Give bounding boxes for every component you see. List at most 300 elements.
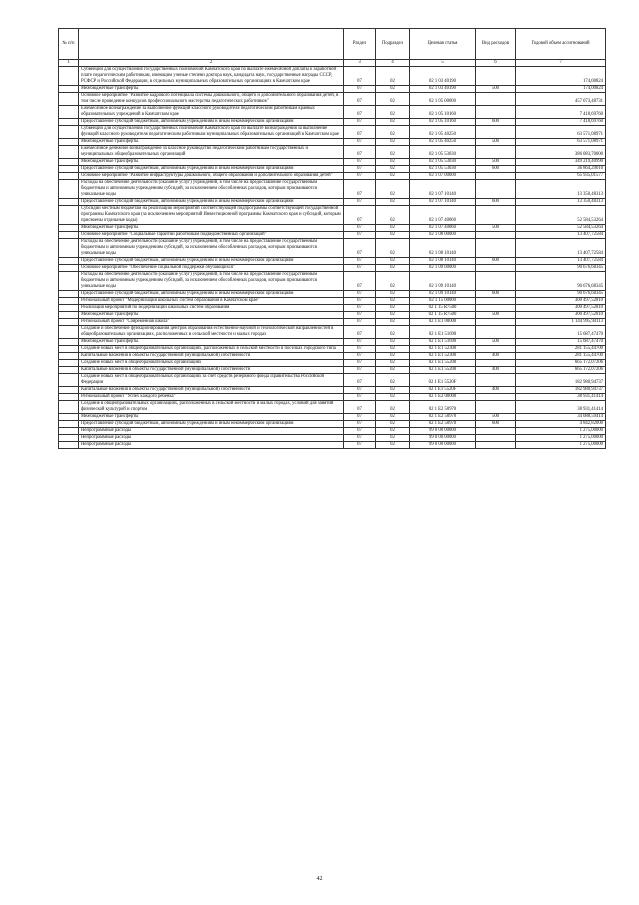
col-number: 4: [376, 60, 410, 67]
row-target: 02 1 E1 00000: [410, 319, 476, 326]
row-target: 02 1 15 00000: [410, 298, 476, 305]
row-podrazdel: 02: [376, 394, 410, 401]
row-amount: 90 676,68345: [516, 272, 606, 291]
row-vid: 500: [476, 225, 516, 232]
header-razdel: Раздел: [344, 29, 376, 60]
table-row: [59, 291, 606, 298]
row-podrazdel: 02: [376, 401, 410, 414]
row-target: 02 1 07 40060: [410, 225, 476, 232]
row-razdel: 07: [344, 312, 376, 319]
row-podrazdel: 02: [376, 146, 410, 159]
table-row: [59, 360, 606, 367]
row-vid: [476, 239, 516, 258]
row-razdel: 07: [344, 346, 376, 353]
row-amount: 15 687,47470: [516, 326, 606, 339]
row-target: 02 1 09 10140: [410, 272, 476, 291]
row-podrazdel: 02: [376, 166, 410, 173]
row-amount: 90 676,68345: [516, 265, 606, 272]
row-amount: 281 155,44700: [516, 353, 606, 360]
row-podrazdel: 02: [376, 346, 410, 353]
row-razdel: 07: [344, 239, 376, 258]
row-target: 02 1 05 40250: [410, 139, 476, 146]
row-name: Ежемесячное вознаграждение за выполнение функций классного руководителя педагогическим работникам краевых образовательных учреждений в Камчатском крае: [79, 106, 344, 119]
row-podrazdel: 02: [376, 258, 410, 265]
row-podrazdel: 02: [376, 374, 410, 387]
table-row: [59, 126, 606, 139]
row-razdel: 07: [344, 119, 376, 126]
row-podrazdel: 02: [376, 414, 410, 421]
row-vid: 600: [476, 421, 516, 428]
row-name: Региональный проект "Современная школа": [79, 319, 344, 326]
row-target: 99 0 00 00000: [410, 428, 476, 435]
row-razdel: 07: [344, 159, 376, 166]
table-row: [59, 206, 606, 225]
row-amount: 386 083,70000: [516, 146, 606, 159]
row-amount: 13 407,72584: [516, 258, 606, 265]
row-name: Основное мероприятие "Развитие кадрового потенциала системы дошкольного, общего и дополнительного образования детей, в том числе проведение конкурсов профессионального мастерства педагогических работников": [79, 93, 344, 106]
row-name: Капитальные вложения в объекты государственной (муниципальной) собственности: [79, 387, 344, 394]
row-podrazdel: 02: [376, 305, 410, 312]
table-body: [59, 67, 606, 449]
table-row: [59, 106, 606, 119]
row-vid: [476, 374, 516, 387]
row-amount: 90 676,68345: [516, 291, 606, 298]
table-row: [59, 387, 606, 394]
row-num: [59, 298, 79, 305]
row-num: [59, 146, 79, 159]
row-amount: 4 842,82000: [516, 421, 606, 428]
row-num: [59, 232, 79, 239]
row-amount: 1 275,00000: [516, 428, 606, 435]
row-amount: 7 418,69760: [516, 119, 606, 126]
row-vid: [476, 173, 516, 180]
row-target: 02 1 E1 51690: [410, 339, 476, 346]
row-razdel: 07: [344, 258, 376, 265]
row-num: [59, 126, 79, 139]
row-amount: 174,00824: [516, 67, 606, 86]
row-name: Субсидии местным бюджетам на реализацию мероприятий соответствующей подпрограммы соответствующей государственной программы Камчатского края (за исключением мероприятий Инвестиционной программы Камчатского края и субсидий, которым присвоены отдельные коды): [79, 206, 344, 225]
row-target: 02 1 E1 55200: [410, 360, 476, 367]
row-amount: 174,00824: [516, 86, 606, 93]
row-amount: 15 687,47470: [516, 339, 606, 346]
row-podrazdel: 02: [376, 360, 410, 367]
row-name: Предоставление субсидий бюджетным, автономным учреждениям и иным некоммерческим организациям: [79, 199, 344, 206]
row-amount: 300 497,52810: [516, 312, 606, 319]
row-target: 02 1 07 10140: [410, 180, 476, 199]
row-amount: 457 073,48731: [516, 93, 606, 106]
header-name: [79, 29, 344, 60]
row-vid: [476, 305, 516, 312]
row-vid: 600: [476, 166, 516, 173]
row-razdel: 07: [344, 319, 376, 326]
row-vid: 500: [476, 339, 516, 346]
row-name: Предоставление субсидий бюджетным, автономным учреждениям и иным некоммерческим организациям: [79, 421, 344, 428]
row-podrazdel: 02: [376, 326, 410, 339]
row-amount: 63 571,08971: [516, 126, 606, 139]
row-target: 02 1 E1 55200: [410, 367, 476, 374]
row-num: [59, 86, 79, 93]
row-name: Создание новых мест в общеобразовательных организациях за счет средств резервного фонда Правительства Российской Федерации: [79, 374, 344, 387]
row-num: [59, 387, 79, 394]
table-row: [59, 119, 606, 126]
row-target: 02 1 05 53030: [410, 159, 476, 166]
row-amount: 182 980,94737: [516, 374, 606, 387]
table-row: [59, 265, 606, 272]
row-podrazdel: 02: [376, 86, 410, 93]
table-row: [59, 258, 606, 265]
page-number: 42: [316, 876, 323, 882]
row-podrazdel: 02: [376, 139, 410, 146]
row-vid: 500: [476, 86, 516, 93]
row-vid: 600: [476, 119, 516, 126]
row-razdel: 07: [344, 86, 376, 93]
row-razdel: 07: [344, 353, 376, 360]
row-vid: [476, 146, 516, 159]
row-name: Предоставление субсидий бюджетным, автономным учреждениям и иным некоммерческим организациям: [79, 291, 344, 298]
row-vid: [476, 319, 516, 326]
row-razdel: 07: [344, 339, 376, 346]
row-num: [59, 173, 79, 180]
row-amount: 65 935,01577: [516, 173, 606, 180]
row-vid: [476, 206, 516, 225]
row-amount: 7 418,69760: [516, 106, 606, 119]
row-podrazdel: 02: [376, 442, 410, 449]
row-podrazdel: 02: [376, 199, 410, 206]
row-amount: 34 088,59414: [516, 414, 606, 421]
row-name: Создание новых мест в общеобразовательных организациях, расположенных в сельской местности и поселках городского типа: [79, 346, 344, 353]
row-name: Предоставление субсидий бюджетным, автономным учреждениям и иным некоммерческим организациям: [79, 258, 344, 265]
row-target: 02 1 05 53030: [410, 166, 476, 173]
row-vid: [476, 67, 516, 86]
row-vid: [476, 126, 516, 139]
table-row: [59, 173, 606, 180]
row-razdel: 07: [344, 139, 376, 146]
row-amount: 300 497,52810: [516, 298, 606, 305]
row-num: [59, 258, 79, 265]
row-razdel: 07: [344, 421, 376, 428]
row-vid: [476, 435, 516, 442]
table-row: [59, 272, 606, 291]
row-target: 02 1 E2 00000: [410, 394, 476, 401]
row-podrazdel: 02: [376, 367, 410, 374]
header-podrazdel: Подраздел: [376, 29, 410, 60]
table-row: [59, 374, 606, 387]
row-name: Межбюджетные трансферты: [79, 225, 344, 232]
row-amount: 1 144 995,94113: [516, 319, 606, 326]
row-target: 02 1 05 40250: [410, 126, 476, 139]
row-podrazdel: 02: [376, 435, 410, 442]
row-num: [59, 339, 79, 346]
row-vid: 500: [476, 414, 516, 421]
row-razdel: 07: [344, 272, 376, 291]
row-num: [59, 265, 79, 272]
header-num: № п/п: [59, 29, 79, 60]
table-row: [59, 367, 606, 374]
row-name: Предоставление субсидий бюджетным, автономным учреждениям и иным некоммерческим организациям: [79, 166, 344, 173]
budget-table: [58, 28, 606, 449]
row-name: Региональный проект "Успех каждого ребенка": [79, 394, 344, 401]
table-row: [59, 428, 606, 435]
row-name: Непрограммные расходы: [79, 428, 344, 435]
table-row: [59, 442, 606, 449]
row-razdel: 07: [344, 173, 376, 180]
row-vid: [476, 93, 516, 106]
row-podrazdel: 02: [376, 239, 410, 258]
row-target: 02 1 05 10160: [410, 106, 476, 119]
row-target: 02 1 07 00000: [410, 173, 476, 180]
row-num: [59, 414, 79, 421]
row-amount: 13 407,72584: [516, 239, 606, 258]
row-num: [59, 159, 79, 166]
row-num: [59, 442, 79, 449]
row-vid: 400: [476, 367, 516, 374]
row-podrazdel: 02: [376, 421, 410, 428]
row-num: [59, 326, 79, 339]
row-vid: 600: [476, 199, 516, 206]
table-row: [59, 225, 606, 232]
table-row: [59, 146, 606, 159]
row-target: 02 1 E2 50970: [410, 401, 476, 414]
row-podrazdel: 02: [376, 225, 410, 232]
row-amount: 36 864,29010: [516, 166, 606, 173]
row-razdel: 07: [344, 126, 376, 139]
row-vid: [476, 106, 516, 119]
row-num: [59, 67, 79, 86]
row-podrazdel: 02: [376, 353, 410, 360]
row-razdel: 07: [344, 166, 376, 173]
row-num: [59, 166, 79, 173]
row-num: [59, 360, 79, 367]
row-name: Основное мероприятие "Обеспечение социальной поддержки обучающихся": [79, 265, 344, 272]
row-podrazdel: 02: [376, 291, 410, 298]
row-razdel: 07: [344, 414, 376, 421]
row-amount: 13 407,72584: [516, 232, 606, 239]
row-razdel: 07: [344, 106, 376, 119]
row-amount: 665 172,07206: [516, 367, 606, 374]
row-target: 02 1 E1 52300: [410, 346, 476, 353]
row-vid: [476, 326, 516, 339]
row-name: Субвенции для осуществления государственных полномочий Камчатского края по выплате вознаграждения за выполнение функций классного руководителя педагогическим работникам муниципальных образовательных организаций в Камчатском крае: [79, 126, 344, 139]
row-name: Межбюджетные трансферты: [79, 414, 344, 421]
row-target: 99 0 00 00000: [410, 435, 476, 442]
row-target: 02 1 09 00000: [410, 265, 476, 272]
row-vid: 400: [476, 353, 516, 360]
row-target: 02 1 08 10140: [410, 239, 476, 258]
row-razdel: 07: [344, 93, 376, 106]
row-podrazdel: 02: [376, 319, 410, 326]
row-num: [59, 93, 79, 106]
table-row: [59, 319, 606, 326]
table-row: [59, 305, 606, 312]
row-podrazdel: 02: [376, 265, 410, 272]
header-target: Целевая статья: [410, 29, 476, 60]
row-vid: 500: [476, 139, 516, 146]
row-target: 02 1 05 00000: [410, 93, 476, 106]
row-name: Непрограммные расходы: [79, 442, 344, 449]
row-name: Предоставление субсидий бюджетным, автономным учреждениям и иным некоммерческим организациям: [79, 119, 344, 126]
row-num: [59, 106, 79, 119]
row-podrazdel: 02: [376, 119, 410, 126]
col-number: 7: [516, 60, 606, 67]
row-vid: [476, 265, 516, 272]
row-podrazdel: 02: [376, 106, 410, 119]
row-razdel: 07: [344, 442, 376, 449]
row-target: 02 1 07 10140: [410, 199, 476, 206]
row-name: Капитальные вложения в объекты государственной (муниципальной) собственности: [79, 353, 344, 360]
row-razdel: 07: [344, 232, 376, 239]
row-podrazdel: 02: [376, 67, 410, 86]
row-num: [59, 180, 79, 199]
row-name: Реализация мероприятий по модернизации школьных систем образования: [79, 305, 344, 312]
row-name: Расходы на обеспечение деятельности (оказание услуг) учреждений, в том числе на предоставление государственным бюджетным и автономным учреждениям субсидий, за исключением обособленных расходов, которым присваиваются уникальные коды: [79, 272, 344, 291]
row-amount: 665 172,07206: [516, 360, 606, 367]
row-razdel: 07: [344, 67, 376, 86]
row-podrazdel: 02: [376, 93, 410, 106]
row-target: 02 1 08 00000: [410, 232, 476, 239]
row-amount: 52 584,53264: [516, 225, 606, 232]
row-razdel: 07: [344, 435, 376, 442]
table-row: [59, 346, 606, 353]
row-podrazdel: 02: [376, 339, 410, 346]
row-num: [59, 319, 79, 326]
row-amount: 38 931,41414: [516, 394, 606, 401]
row-num: [59, 272, 79, 291]
col-number: 6: [476, 60, 516, 67]
row-name: Субвенции для осуществления государственных полномочий Камчатского края по выплате ежемесячной доплаты к заработной плате педагогическим работникам, имеющим ученые степени доктора наук, кандидата наук, государственные награды СССР, РСФСР и Российской Федерации, в отдельных муниципальных образовательных организациях в Камчатском крае: [79, 67, 344, 86]
table-row: [59, 139, 606, 146]
row-vid: [476, 298, 516, 305]
col-number: 2: [79, 60, 344, 67]
header-amount: Годовой объем ассигнований: [516, 29, 606, 60]
row-vid: [476, 394, 516, 401]
row-amount: 38 931,41414: [516, 401, 606, 414]
row-target: 02 1 E2 50970: [410, 421, 476, 428]
row-amount: 13 350,48313: [516, 180, 606, 199]
row-razdel: 07: [344, 146, 376, 159]
row-vid: [476, 360, 516, 367]
row-vid: [476, 272, 516, 291]
column-number-row: [59, 60, 606, 67]
row-target: 02 1 05 53030: [410, 146, 476, 159]
budget-table-page: [58, 28, 605, 449]
row-name: Межбюджетные трансферты: [79, 159, 344, 166]
table-row: [59, 199, 606, 206]
row-razdel: 07: [344, 360, 376, 367]
row-num: [59, 367, 79, 374]
row-target: 02 1 15 R7500: [410, 305, 476, 312]
row-podrazdel: 02: [376, 173, 410, 180]
row-target: 99 0 00 00000: [410, 442, 476, 449]
row-name: Создание в общеобразовательных организациях, расположенных в сельской местности и малых городах, условий для занятий физической культурой и спортом: [79, 401, 344, 414]
row-amount: 13 350,48313: [516, 199, 606, 206]
row-num: [59, 199, 79, 206]
table-row: [59, 312, 606, 319]
row-amount: 281 155,44700: [516, 346, 606, 353]
row-vid: 500: [476, 312, 516, 319]
row-amount: 63 571,08971: [516, 139, 606, 146]
row-name: Ежемесячное денежное вознаграждение за классное руководство педагогическим работникам государственных и муниципальных общеобразовательных организаций: [79, 146, 344, 159]
row-razdel: 07: [344, 291, 376, 298]
row-num: [59, 401, 79, 414]
col-number: 1: [59, 60, 79, 67]
row-target: 02 1 E1 5520F: [410, 374, 476, 387]
row-podrazdel: 02: [376, 387, 410, 394]
row-num: [59, 305, 79, 312]
header-row: [59, 29, 606, 60]
row-podrazdel: 02: [376, 298, 410, 305]
row-name: Создание новых мест в общеобразовательных организациях: [79, 360, 344, 367]
row-num: [59, 374, 79, 387]
table-row: [59, 159, 606, 166]
row-num: [59, 239, 79, 258]
col-number: 3: [344, 60, 376, 67]
row-amount: 52 584,53264: [516, 206, 606, 225]
table-row: [59, 86, 606, 93]
row-target: 02 1 08 10140: [410, 258, 476, 265]
row-name: Непрограммные расходы: [79, 435, 344, 442]
row-razdel: 07: [344, 225, 376, 232]
row-name: Основное мероприятие "Развитие инфраструктуры дошкольного, общего образования и дополнительного образования детей": [79, 173, 344, 180]
row-razdel: 07: [344, 199, 376, 206]
header-vid: Вид расходов: [476, 29, 516, 60]
row-vid: [476, 428, 516, 435]
row-target: 02 1 03 40190: [410, 67, 476, 86]
row-num: [59, 346, 79, 353]
row-podrazdel: 02: [376, 206, 410, 225]
row-num: [59, 291, 79, 298]
row-target: 02 1 05 10160: [410, 119, 476, 126]
row-razdel: 07: [344, 428, 376, 435]
row-target: 02 1 E2 50970: [410, 414, 476, 421]
row-podrazdel: 02: [376, 272, 410, 291]
row-podrazdel: 02: [376, 180, 410, 199]
row-razdel: 07: [344, 298, 376, 305]
row-target: 02 1 E1 52300: [410, 353, 476, 360]
row-num: [59, 421, 79, 428]
row-podrazdel: 02: [376, 126, 410, 139]
row-vid: 400: [476, 387, 516, 394]
row-razdel: 07: [344, 374, 376, 387]
row-num: [59, 428, 79, 435]
row-name: Межбюджетные трансферты: [79, 312, 344, 319]
table-row: [59, 326, 606, 339]
row-razdel: 07: [344, 180, 376, 199]
table-row: [59, 401, 606, 414]
table-row: [59, 394, 606, 401]
row-vid: 600: [476, 291, 516, 298]
row-amount: 1 275,00000: [516, 442, 606, 449]
row-target: 02 1 E1 5520F: [410, 387, 476, 394]
row-target: 02 1 15 R7500: [410, 312, 476, 319]
row-name: Расходы на обеспечение деятельности (оказание услуг) учреждений, в том числе на предоставление государственным бюджетным и автономным учреждениям субсидий, за исключением обособленных расходов, которым присваиваются уникальные коды: [79, 180, 344, 199]
row-podrazdel: 02: [376, 428, 410, 435]
row-name: Расходы на обеспечение деятельности (оказание услуг) учреждений, в том числе на предоставление государственным бюджетным и автономным учреждениям субсидий, за исключением обособленных расходов, которым присваиваются уникальные коды: [79, 239, 344, 258]
table-row: [59, 67, 606, 86]
table-row: [59, 421, 606, 428]
row-target: 02 1 E1 51690: [410, 326, 476, 339]
row-name: Капитальные вложения в объекты государственной (муниципальной) собственности: [79, 367, 344, 374]
col-number: 5: [410, 60, 476, 67]
row-razdel: 07: [344, 394, 376, 401]
row-num: [59, 206, 79, 225]
row-vid: 500: [476, 159, 516, 166]
table-row: [59, 414, 606, 421]
table-row: [59, 239, 606, 258]
row-razdel: 07: [344, 326, 376, 339]
row-num: [59, 435, 79, 442]
table-row: [59, 232, 606, 239]
row-amount: 300 497,52810: [516, 305, 606, 312]
